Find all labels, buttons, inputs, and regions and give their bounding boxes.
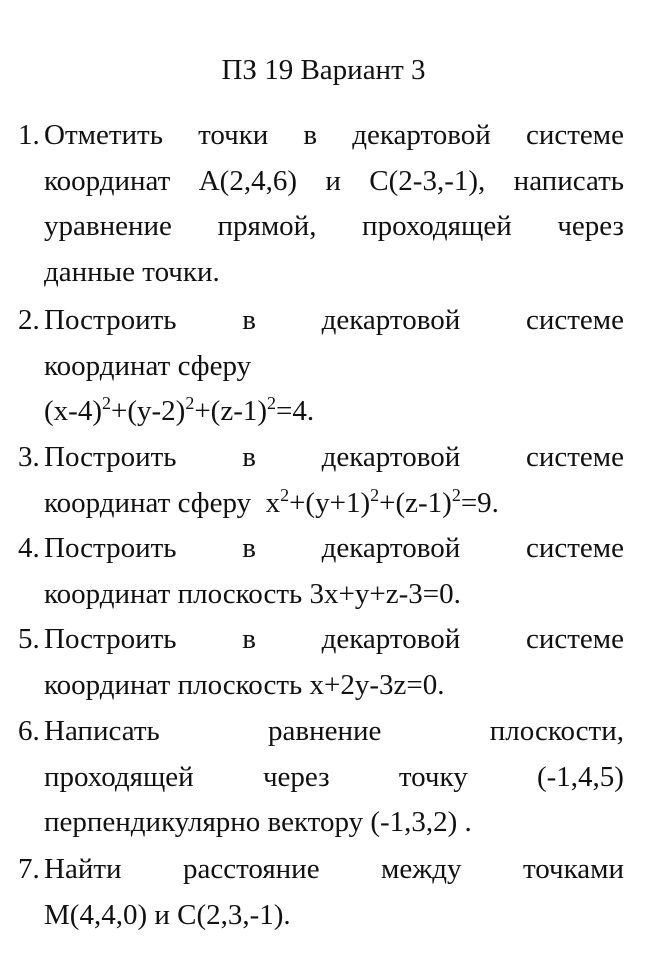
task-number: 1. [18,119,40,151]
task-text [44,113,624,295]
task-text [44,617,624,708]
text-line: М(4,4,0) и С(2,3,-1). [44,898,291,931]
text-line: Построить в декартовой системе [44,304,624,336]
text-line: Найти расстояние между точками [44,853,624,885]
task-number: 2. [18,304,40,336]
text-line: данные точки. [44,255,220,288]
task-1 [18,113,624,295]
text-line: Построить в декартовой системе [44,532,624,564]
task-6 [18,709,624,846]
text-line: уравнение прямой, проходящей через [44,210,624,242]
task-number: 3. [18,441,40,473]
task-text [44,435,624,526]
text-line: Построить в декартовой системе [44,441,624,473]
task-text [44,709,624,846]
task-text [44,847,624,938]
text-line: координат плоскость x+2y-3z=0. [44,668,445,701]
task-number: 5. [18,623,40,655]
task-3 [18,435,624,526]
text-line: координат плоскость 3x+y+z-3=0. [44,577,461,610]
text-line: перпендикулярно вектору (-1,3,2) . [44,806,472,838]
task-5 [18,617,624,708]
text-line: Написать равнение плоскости, [44,715,624,747]
task-number: 7. [18,853,40,885]
text-line: проходящей через точку (-1,4,5) [44,760,624,793]
formula-line: $(x-4)^2+(y-2)^2+(z-1)^2=4$. [44,393,315,427]
text-line: координат А(2,4,6) и С(2-3,-1), написать [44,164,624,197]
page-title: ПЗ 19 Вариант 3 [221,54,426,86]
task-number: 6. [18,715,40,747]
task-text [44,526,624,617]
text-line: Отметить точки в декартовой системе [44,119,624,151]
formula-line: координат сферу $x^2+(y+1)^2+(z-1)^2=9$. [44,484,499,519]
task-7 [18,847,624,938]
task-text [44,298,624,435]
text-line: Построить в декартовой системе [44,623,624,655]
task-4 [18,526,624,617]
task-number: 4. [18,532,40,564]
text-line: координат сферу [44,349,252,382]
task-2 [18,298,624,435]
